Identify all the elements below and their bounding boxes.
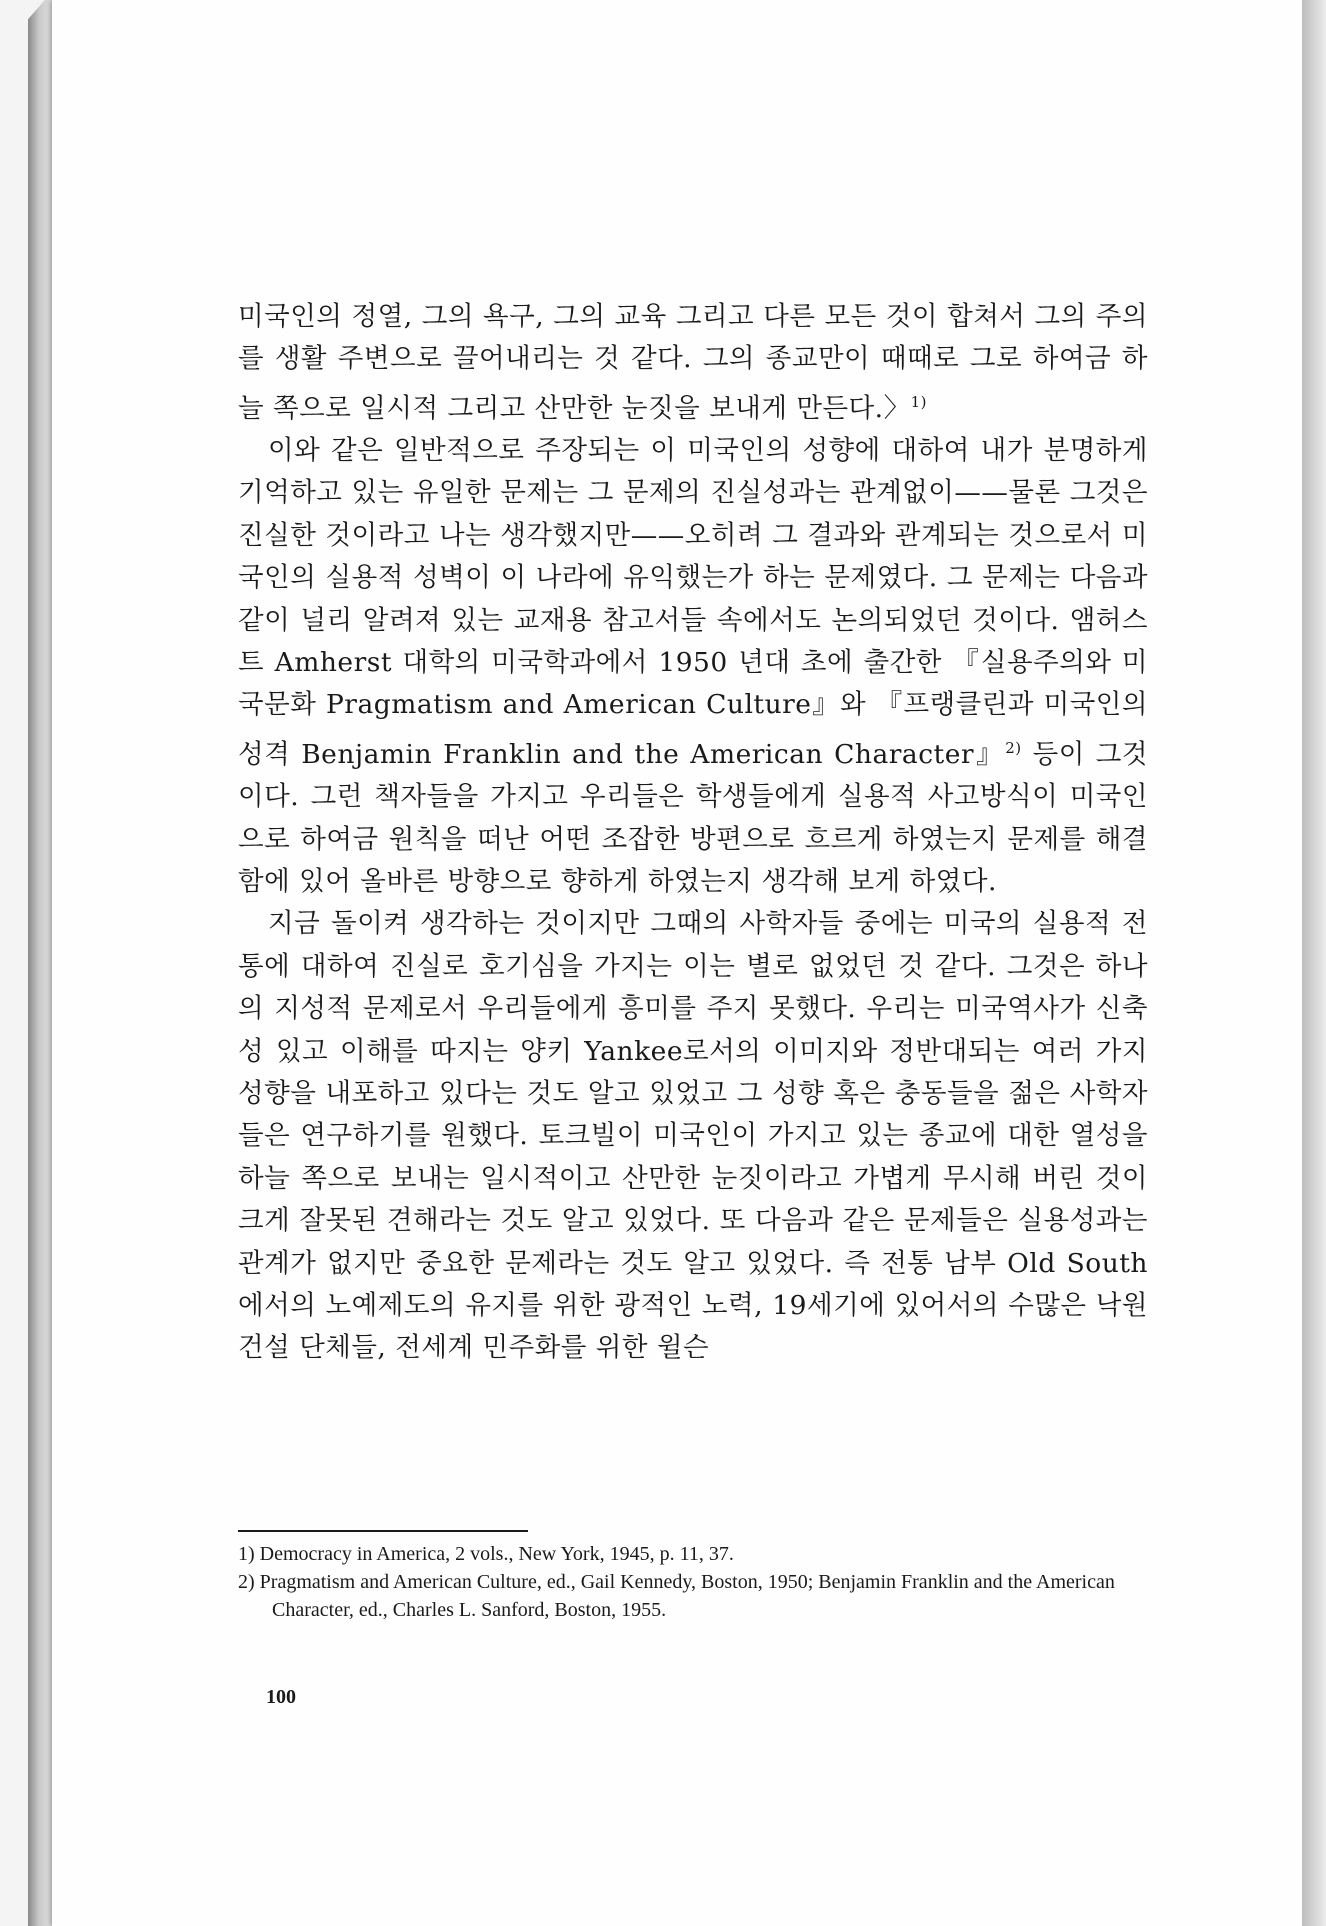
- paragraph-2-text: 이와 같은 일반적으로 주장되는 이 미국인의 성향에 대하여 내가 분명하게 기억하고 있는 유일한 문제는 그 문제의 진실성과는 관계없이——물론 그것은 진실한 것이라고 나는 생각했지만——오히려 그 결과와 관계되는 것으로서 미국인의 실용적 성벽이 이 나라에 유익했는가 하는 문제였다. 그 문제는 다음과 같이 널리 알려져 있는 교재용 참고서들 속에서도 논의되었던 것이다. 앰허스트 Amherst 대학의 미국학과에서 1950 년대 초에 출간한 『실용주의와 미국문화 Pragmatism and American Culture』와 『프랭클린과 미국인의 성격 Benjamin Franklin and the American Character』: [238, 435, 1148, 770]
- body-text: [238, 296, 1148, 1370]
- paragraph-2-text-continued: 등이 그것이다. 그런 책자들을 가지고 우리들은 학생들에게 실용적 사고방식이 미국인으로 하여금 원칙을 떠난 어떤 조잡한 방편으로 흐르게 하였는지 문제를 해결함에 있어 올바른 방향으로 향하게 하였는지 생각해 보게 하였다.: [238, 738, 1148, 897]
- paragraph-2: [238, 430, 1148, 903]
- page-number: 100: [266, 1686, 296, 1708]
- footnotes: [238, 1530, 1148, 1624]
- footnote-divider: [238, 1530, 528, 1532]
- footnote-ref-1: 1): [910, 392, 927, 411]
- footnote-1: 1) Democracy in America, 2 vols., New York, 1945, p. 11, 37.: [238, 1543, 734, 1565]
- paragraph-1-text: 미국인의 정열, 그의 욕구, 그의 교육 그리고 다른 모든 것이 합쳐서 그의 주의를 생활 주변으로 끌어내리는 것 같다. 그의 종교만이 때때로 그로 하여금 하늘 쪽으로 일시적 그리고 산만한 눈짓을 보내게 만든다.〉: [238, 301, 1148, 424]
- paragraph-1: [238, 296, 1148, 430]
- footnote-2: 2) Pragmatism and American Culture, ed., Gail Kennedy, Boston, 1950; Benjamin Franklin and the American Character, ed., Charles L. Sanford, Boston, 1955.: [238, 1571, 1115, 1621]
- paragraph-3: [238, 903, 1148, 1369]
- footnote-ref-2: 2): [1005, 738, 1022, 757]
- paragraph-3-text: 지금 돌이켜 생각하는 것이지만 그때의 사학자들 중에는 미국의 실용적 전통에 대하여 진실로 호기심을 가지는 이는 별로 없었던 것 같다. 그것은 하나의 지성적 문제로서 우리들에게 흥미를 주지 못했다. 우리는 미국역사가 신축성 있고 이해를 따지는 양키 Yankee로서의 이미지와 정반대되는 여러 가지 성향을 내포하고 있다는 것도 알고 있었고 그 성향 혹은 충동들을 젊은 사학자들은 연구하기를 원했다. 토크빌이 미국인이 가지고 있는 종교에 대한 열성을 하늘 쪽으로 보내는 일시적이고 산만한 눈짓이라고 가볍게 무시해 버린 것이 크게 잘못된 견해라는 것도 알고 있었다. 또 다음과 같은 문제들은 실용성과는 관계가 없지만 중요한 문제라는 것도 알고 있었다. 즉 전통 남부 Old South 에서의 노예제도의 유지를 위한 광적인 노력, 19세기에 있어서의 수많은 낙원건설 단체들, 전세계 민주화를 위한 윌슨: [238, 908, 1148, 1364]
- page-right-edge: [1302, 0, 1326, 1926]
